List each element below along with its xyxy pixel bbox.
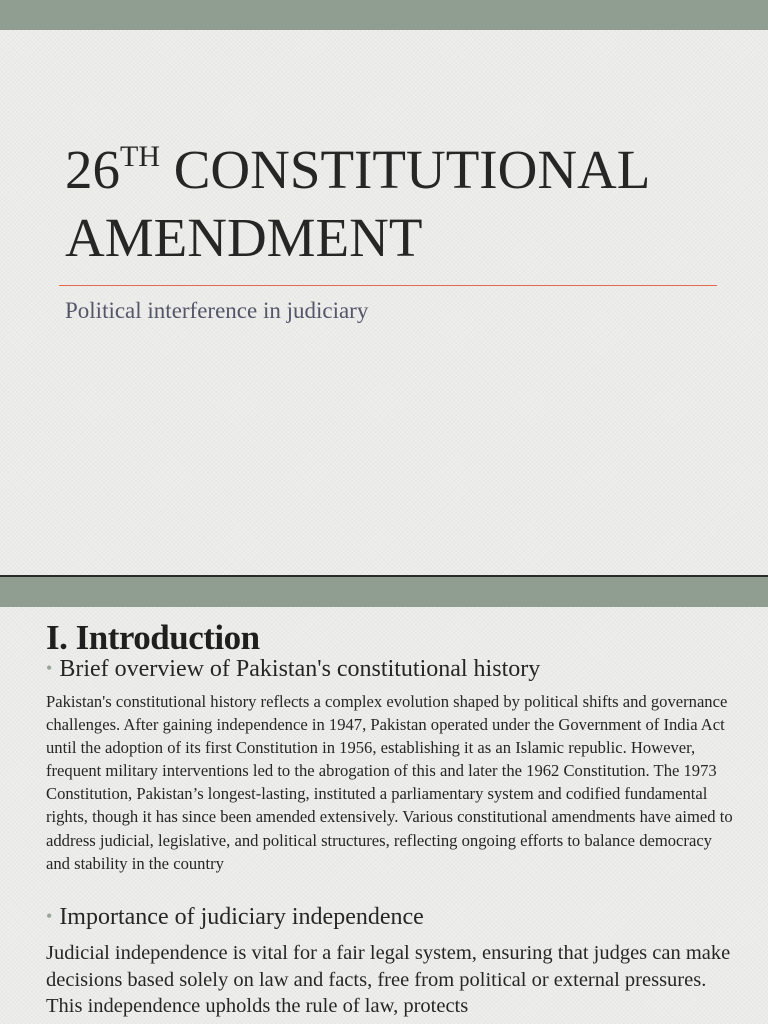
bullet-label: Brief overview of Pakistan's constitutional history <box>59 656 541 682</box>
slide-subtitle: Political interference in judiciary <box>65 298 369 323</box>
title-underline-rule <box>59 285 717 286</box>
section-heading: I. Introduction <box>46 618 260 657</box>
title-superscript: TH <box>120 140 160 173</box>
introduction-slide <box>0 577 768 1024</box>
title-number: 26 <box>65 139 120 200</box>
bullet-item <box>46 656 540 683</box>
bullet-item <box>46 904 424 931</box>
body-paragraph: Judicial independence is vital for a fair legal system, ensuring that judges can make decisions based solely on law and facts, free from political or external pressures. This independence upholds the rule of law, protects <box>46 942 731 1017</box>
slide-top-bar <box>0 577 768 607</box>
bullet-dot-icon: • <box>46 658 53 678</box>
bullet-label: Importance of judiciary independence <box>59 904 424 930</box>
slide-top-bar <box>0 0 768 30</box>
body-paragraph: Pakistan's constitutional history reflects a complex evolution shaped by political shifts and governance challenges. After gaining independence in 1947, Pakistan operated under the Government of India Act until the adoption of its first Constitution in 1956, establishing it as an Islamic republic. However, frequent military interventions led to the abrogation of this and later the 1962 Constitution. The 1973 Constitution, Pakistan’s longest-lasting, instituted a parliamentary system and codified fundamental rights, though it has since been amended extensively. Various constitutional amendments have aimed to address judicial, legislative, and political structures, reflecting ongoing efforts to balance democracy and stability in the country <box>46 692 733 873</box>
title-line1-rest: CONSTITUTIONAL <box>160 139 651 200</box>
title-line2: AMENDMENT <box>65 207 423 268</box>
bullet-dot-icon: • <box>46 906 53 926</box>
slide-title <box>65 136 745 272</box>
